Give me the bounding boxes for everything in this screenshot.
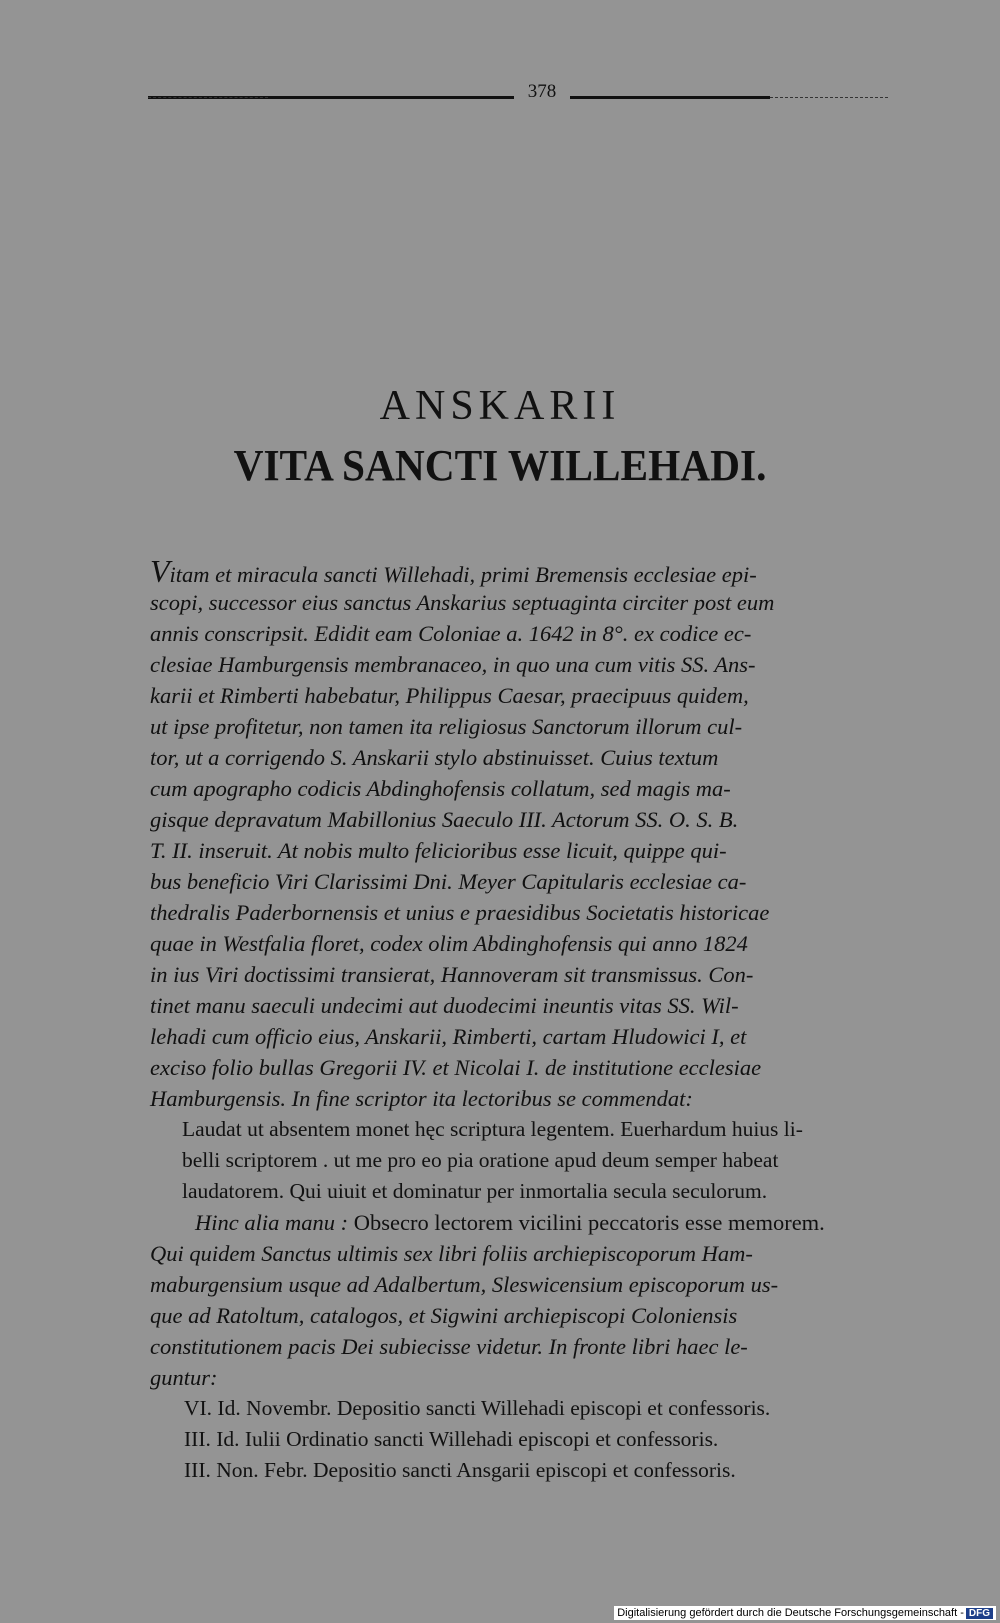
header-rule-left-dashed [148,97,268,98]
intro-line: thedralis Paderbornensis et unius e praesidibus Societatis historicae [150,900,770,925]
intro-line: bus beneficio Viri Clarissimi Dni. Meyer Capitularis ecclesiae ca- [150,869,747,894]
body-text [150,553,925,1486]
intro-line: in ius Viri doctissimi transierat, Hannoveram sit transmissus. Con- [150,962,754,987]
intro-line: clesiae Hamburgensis membranaceo, in quo una cum vitis SS. Ans- [150,652,756,677]
credit-text: Digitalisierung gefördert durch die Deutsche Forschungsgemeinschaft - [617,1607,964,1619]
intro-line: exciso folio bullas Gregorii IV. et Nicolai I. de institutione ecclesiae [150,1055,762,1080]
intro-line: quae in Westfalia floret, codex olim Abdinghofensis qui anno 1824 [150,931,748,956]
intro-line: cum apographo codicis Abdinghofensis collatum, sed magis ma- [150,776,731,801]
continuation-line: Qui quidem Sanctus ultimis sex libri foliis archiepiscoporum Ham- [150,1241,753,1266]
drop-cap: V [150,553,170,589]
page-header [148,78,888,108]
continuation-line: maburgensium usque ad Adalbertum, Sleswicensium episcoporum us- [150,1272,779,1297]
intro-line: tor, ut a corrigendo S. Anskarii stylo abstinuisset. Cuius textum [150,745,719,770]
intro-line: scopi, successor eius sanctus Anskarius septuaginta circiter post eum [150,590,775,615]
intro-line: T. II. inseruit. At nobis multo felicioribus esse licuit, quippe qui- [150,838,727,863]
alia-manu-line [150,1207,925,1238]
intro-line-first [150,553,925,589]
title-author: ANSKARII [379,383,621,429]
intro-line: ut ipse profitetur, non tamen ita religiosus Sanctorum illorum cul- [150,714,743,739]
header-rule-right-dashed [770,97,888,98]
quote-line: laudatorem. Qui uiuit et dominatur per inmortalia secula seculorum. [182,1179,768,1203]
intro-line: karii et Rimberti habebatur, Philippus Caesar, praecipuus quidem, [150,683,749,708]
continuation-line: guntur: [150,1365,218,1390]
continuation-line: que ad Ratoltum, catalogos, et Sigwini archiepiscopi Coloniensis [150,1303,738,1328]
continuation-line: constitutionem pacis Dei subiecisse videtur. In fronte libri haec le- [150,1334,748,1359]
quote-line: Laudat ut absentem monet hęc scriptura legentem. Euerhardum huius li- [182,1117,803,1141]
calendar-entry: III. Non. Febr. Depositio sancti Ansgarii episcopi et confessoris. [184,1458,736,1482]
intro-line: itam et miracula sancti Willehadi, primi Bremensis ecclesiae epi- [169,562,757,587]
alia-manu-label: Hinc alia manu : [195,1210,349,1235]
digitization-credit [614,1606,996,1620]
calendar-entry: VI. Id. Novembr. Depositio sancti Willehadi episcopi et confessoris. [184,1396,771,1420]
title-work: VITA SANCTI WILLEHADI. [233,441,767,490]
intro-line: gisque depravatum Mabillonius Saeculo III. Actorum SS. O. S. B. [150,807,739,832]
intro-line: lehadi cum officio eius, Anskarii, Rimberti, cartam Hludowici I, et [150,1024,747,1049]
calendar-entry: III. Id. Iulii Ordinatio sancti Willehadi episcopi et confessoris. [184,1427,719,1451]
page-number: 378 [527,81,557,102]
dfg-logo: DFG [966,1608,993,1619]
intro-line: Hamburgensis. In fine scriptor ita lectoribus se commendat: [150,1086,693,1111]
intro-line: annis conscripsit. Edidit eam Coloniae a. 1642 in 8°. ex codice ec- [150,621,752,646]
intro-line: tinet manu saeculi undecimi aut duodecimi ineuntis vitas SS. Wil- [150,993,739,1018]
header-rule-right [570,96,770,99]
alia-manu-text: Obsecro lectorem vicilini peccatoris esse memorem. [353,1210,825,1235]
quote-line: belli scriptorem . ut me pro eo pia oratione apud deum semper habeat [182,1148,779,1172]
